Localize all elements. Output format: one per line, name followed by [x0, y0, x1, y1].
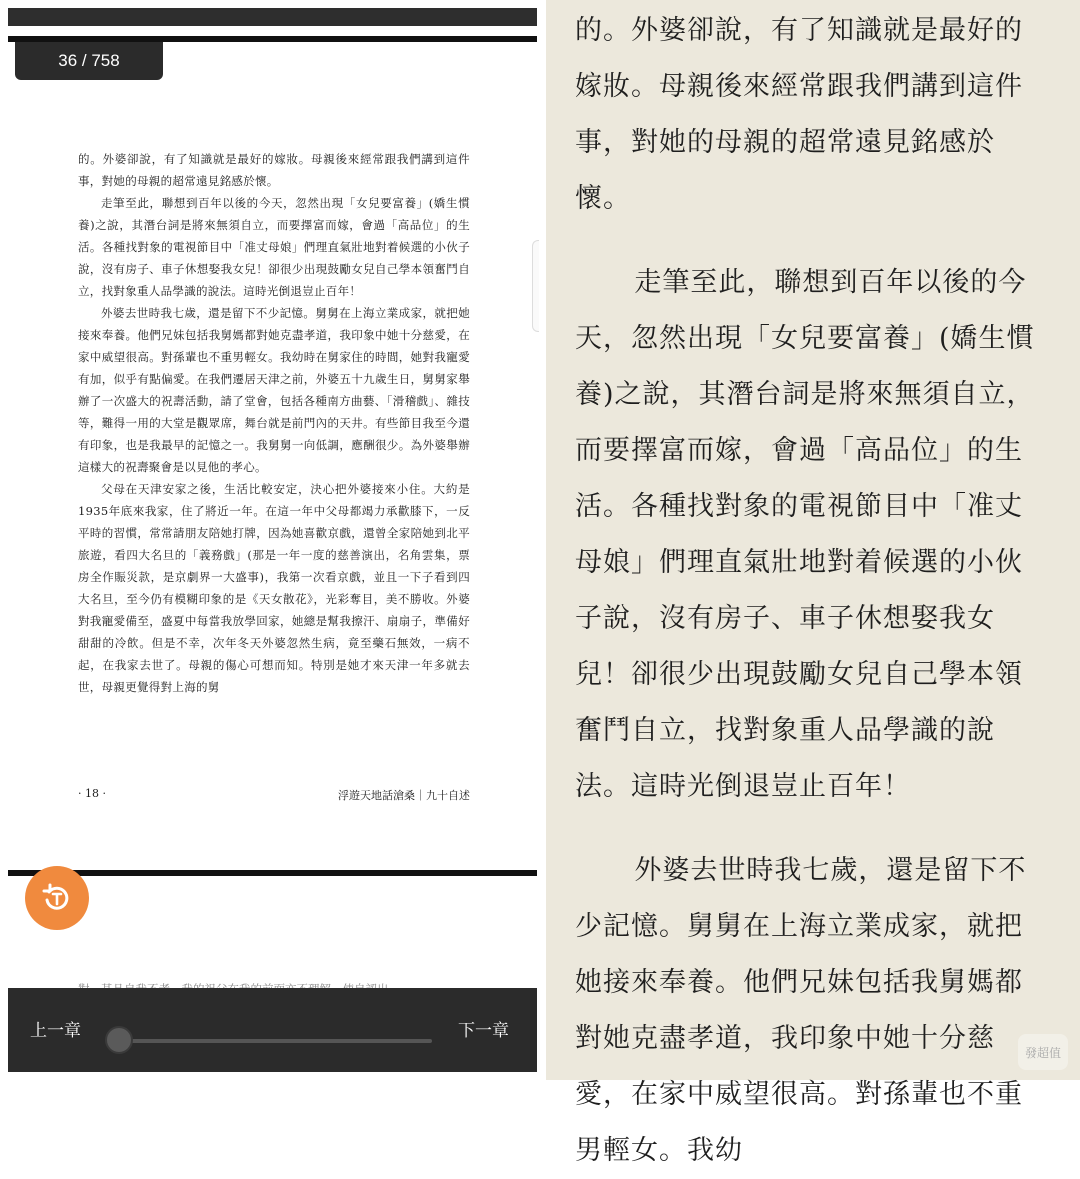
replay-button[interactable]: [25, 866, 89, 930]
top-toolbar: [8, 8, 537, 26]
book-paragraph: 走筆至此，聯想到百年以後的今天，忽然出現「女兒要富養」(嬌生慣養)之說，其潛台詞是將來無須自立，而要擇富而嫁，會過「高品位」的生活。各種找對象的電視節目中「准丈母娘」們理直氣壯地對着候選的小伙子說，沒有房子、車子休想娶我女兒！卻很少出現鼓勵女兒自己學本領奮鬥自立，找對象重人品學識的說法。這時光倒退豈止百年！: [78, 196, 470, 298]
replay-icon: [40, 881, 74, 915]
prev-chapter-button[interactable]: 上一章: [30, 1021, 81, 1041]
book-page-text: [78, 148, 470, 698]
reader-page-view[interactable]: [0, 0, 543, 1080]
book-paragraph: 父母在天津安家之後，生活比較安定，決心把外婆接來小住。大約是1935年底來我家，住了將近一年。在這一年中父母都竭力承歡膝下，一反平時的習慣，常常請朋友陪她打牌，因為她喜歡京戲，還曾全家陪她到北平旅遊，看四大名旦的「義務戲」(那是一年一度的慈善演出，名角雲集，票房全作賑災款，是京劇界一大盛事)，我第一次看京戲，並且一下子看到四大名旦，至今仍有模糊印象的是《天女散花》，光彩奪目，美不勝收。外婆對我寵愛備至，盛夏中每當我放學回家，她總是幫我擦汗、扇扇子，準備好甜甜的冷飲。但是不幸，次年冬天外婆忽然生病，竟至藥石無效，一病不起，在我家去世了。母親的傷心可想而知。特別是她才來天津一年多就去世，母親更覺得對上海的舅: [78, 482, 470, 694]
edge-handle[interactable]: [532, 240, 539, 332]
zoomed-paragraph: 外婆去世時我七歲，還是留下不少記憶。舅舅在上海立業成家，就把她接來奉養。他們兄妹包括我舅媽都對她克盡孝道，我印象中她十分慈愛，在家中威望很高。對孫輩也不重男輕女。我幼: [575, 855, 1027, 1166]
chapter-navigation-bar: [8, 988, 537, 1072]
bottom-divider: [8, 870, 537, 876]
zoomed-paragraph: 走筆至此，聯想到百年以後的今天，忽然出現「女兒要富養」(嬌生慣養)之說，其潛台詞是將來無須自立，而要擇富而嫁，會過「高品位」的生活。各種找對象的電視節目中「准丈母娘」們理直氣壯地對着候選的小伙子說，沒有房子、車子休想娶我女兒！卻很少出現鼓勵女兒自己學本領奮鬥自立，找對象重人品學識的說法。這時光倒退豈止百年！: [575, 267, 1035, 802]
page-footer: [78, 787, 470, 803]
book-paragraph: 的。外婆卻說，有了知識就是最好的嫁妝。母親後來經常跟我們講到這件事，對她的母親的超常遠見銘感於懷。: [78, 152, 470, 188]
page-number: · 18 ·: [78, 787, 106, 800]
running-title: 浮遊天地話滄桑｜九十自述: [338, 789, 470, 802]
page-indicator: 36 / 758: [15, 42, 163, 80]
watermark-logo: 發超值: [1018, 1034, 1068, 1070]
zoomed-paragraph: 的。外婆卻說，有了知識就是最好的嫁妝。母親後來經常跟我們講到這件事，對她的母親的超常遠見銘感於懷。: [575, 15, 1023, 214]
next-chapter-button[interactable]: 下一章: [458, 1021, 509, 1041]
chapter-progress-slider[interactable]: [110, 1039, 432, 1043]
zoomed-text: [575, 3, 1047, 1179]
zoomed-text-panel: [546, 0, 1080, 1166]
slider-handle[interactable]: [105, 1026, 133, 1054]
book-paragraph: 外婆去世時我七歲，還是留下不少記憶。舅舅在上海立業成家，就把她接來奉養。他們兄妹包括我舅媽都對她克盡孝道，我印象中她十分慈愛，在家中威望很高。對孫輩也不重男輕女。我幼時在舅家住的時間，她對我寵愛有加，似乎有點偏愛。在我們遷居天津之前，外婆五十九歲生日，舅舅家舉辦了一次盛大的祝壽活動，請了堂會，包括各種南方曲藝、「滑稽戲」、雜技等，難得一用的大堂是觀眾席，舞台就是前門內的天井。有些節目我至今還有印象，也是我最早的記憶之一。我舅舅一向低調，應酬很少。為外婆舉辦這樣大的祝壽聚會是以見他的孝心。: [78, 306, 470, 474]
